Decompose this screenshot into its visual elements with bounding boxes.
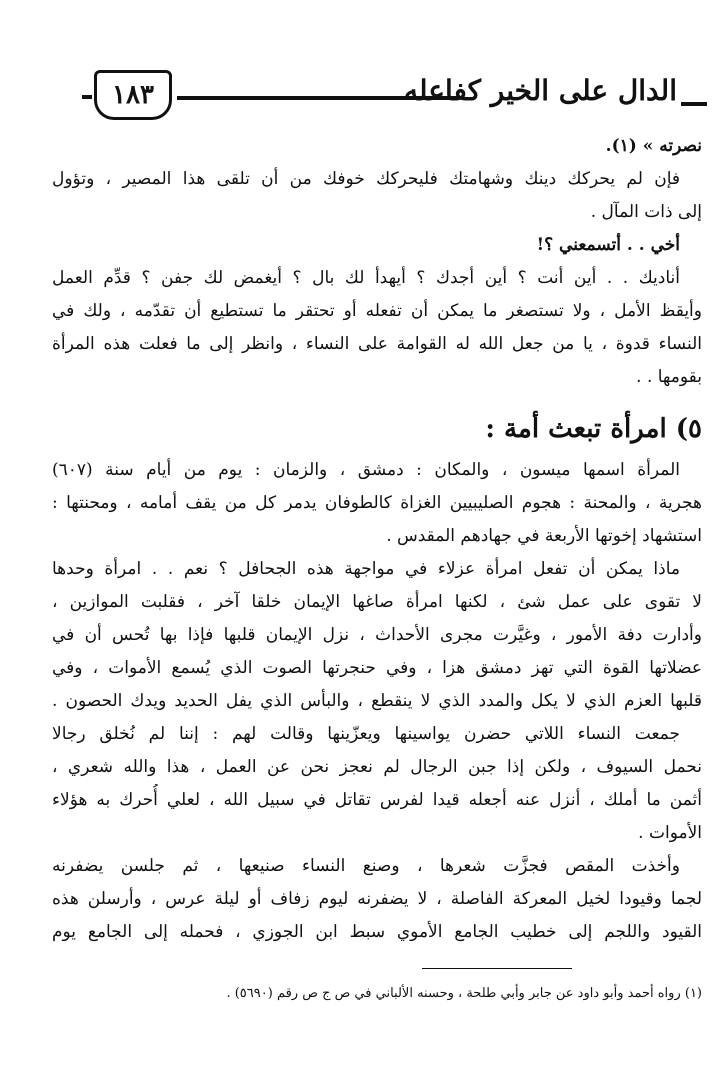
text-line: نحمل السيوف ، ولكن إذا جبن الرجال لم نعجز نحن عن العمل ، هذا والله شعري ، (52, 757, 702, 777)
text-line: وأيقظ الأمل ، ولا تستصغر ما يمكن أن تفعله أو تحتقر ما تستطيع أن تقدّمه ، ولك في (52, 301, 702, 321)
footnote: (١) رواه أحمد وأبو داود عن جابر وأبي طلحة ، وحسنه الألباني في ص ج ص رقم (٥٦٩٠) . (226, 986, 702, 1001)
badge-tick (82, 95, 92, 99)
text-line: هجرية ، والمحنة : هجوم الصليبيين الغزاة كالطوفان يدمر كل من يقف أمامه ، ومحنتها : (52, 493, 702, 513)
page-number: ١٨٣ (112, 80, 154, 110)
text-line: وأخذت المقص فجزَّت شعرها ، وصنع النساء صنيعها ، ثم جلسن يضفرنه (52, 856, 680, 876)
footnote-rule (422, 968, 572, 969)
text-line: ماذا يمكن أن تفعل امرأة عزلاء في مواجهة هذه الجحافل ؟ نعم . . امرأة وحدها (52, 559, 680, 579)
text-line: الأموات . (638, 823, 702, 843)
text-line: نصرته » (١). (605, 136, 702, 156)
text-line: أثمن ما أملك ، أنزل عنه أجعله قيدا لفرس تقاتل في سبيل الله ، لعلي أُحرك به هؤلاء (52, 790, 702, 810)
text-line: فإن لم يحركك دينك وشهامتك فليحركك خوفك من أن تلقى هذا المصير ، وتؤول (52, 169, 680, 189)
text-line: وأدارت دفة الأمور ، وغيَّرت مجرى الأحداث ، نزل الإيمان قلبها فإذا بها تُحس أن في (52, 625, 702, 645)
text-line: قلبها العزم الذي لا يكل والمدد الذي لا ينقطع ، والبأس الذي يفل الحديد ويدك الحصون . (52, 691, 702, 711)
text-line: لا تقوى على عمل شئ ، لكنها امرأة صاغها الإيمان خلقا آخر ، فقلبت الموازين ، (52, 592, 702, 612)
running-header (82, 70, 707, 126)
text-line: أناديك . . أين أنت ؟ أين أجدك ؟ أيهدأ لك بال ؟ أيغمض لك جفن ؟ قدِّم العمل (52, 268, 680, 288)
header-rule-right (681, 102, 707, 106)
body-text (52, 130, 702, 949)
text-line: جمعت النساء اللاتي حضرن يواسينها ويعزّينها وقالت لهم : إننا لم نُخلق رجالا (52, 724, 680, 744)
text-line: النساء قدوة ، يا من جعل الله له القوامة على النساء ، وانظر إلى ما فعلت هذه المرأة (52, 334, 702, 354)
text-line: القيود واللجم إلى خطيب الجامع الأموي سبط ابن الجوزي ، فحمله إلى الجامع يوم (52, 922, 702, 942)
text-line: المرأة اسمها ميسون ، والمكان : دمشق ، والزمان : يوم من أيام سنة (٦٠٧) (52, 460, 680, 480)
text-line: إلى ذات المآل . (590, 202, 702, 222)
running-title: الدال على الخير كفاعله (404, 74, 677, 107)
text-line: عضلاتها القوة التي تهز دمشق هزا ، وفي حنجرتها الصوت الذي يُسمع الأموات ، وفي (52, 658, 702, 678)
text-line: بقومها . . (636, 367, 702, 387)
header-rule-middle (177, 96, 457, 100)
text-line: أخي . . أتسمعني ؟! (536, 235, 680, 255)
page-number-badge (94, 70, 172, 120)
section-heading: ٥) امرأة تبعث أمة : (485, 414, 702, 444)
text-line: لجما وقيودا لخيل المعركة الفاصلة ، لا يضفرنه ليوم زفاف أو ليلة عرس ، وأرسلن هذه (52, 889, 702, 909)
text-line: استشهاد إخوتها الأربعة في جهادهم المقدس . (386, 526, 702, 546)
